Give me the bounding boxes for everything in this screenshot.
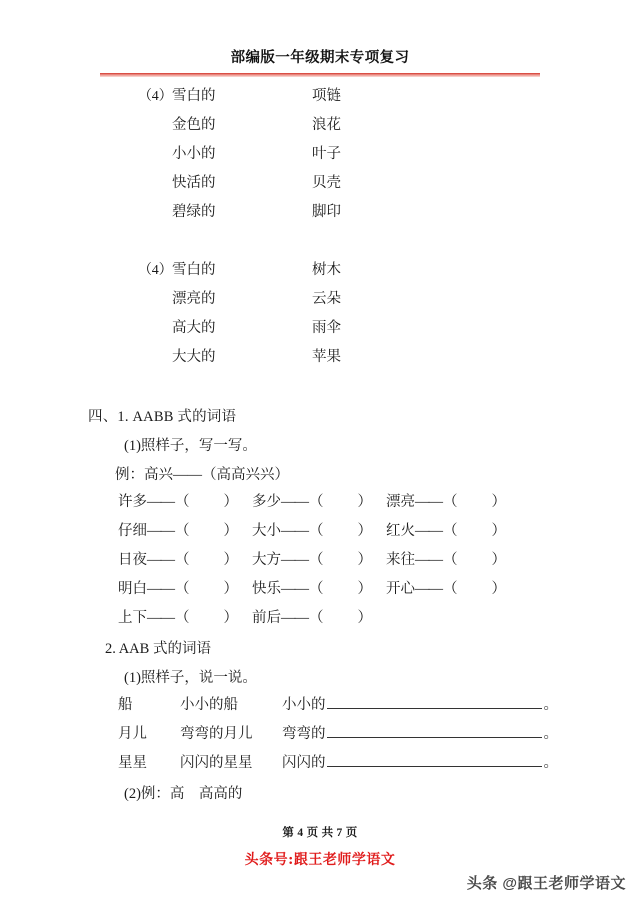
- matching-row: [0, 258, 640, 287]
- aab-base-word: 船: [118, 697, 133, 713]
- aabb-answer-blank[interactable]: ）: [491, 552, 506, 568]
- aabb-paren-open: （: [443, 552, 458, 568]
- match-left-word: 雪白的: [172, 88, 216, 104]
- aab-answer-area: [282, 722, 558, 743]
- aab-write-blank[interactable]: [327, 723, 542, 738]
- aabb-answer-blank[interactable]: ）: [357, 523, 372, 539]
- header-divider: [100, 73, 540, 77]
- aabb-answer-blank[interactable]: ）: [223, 610, 238, 626]
- aabb-dash: ——: [147, 552, 174, 568]
- matching-row: [0, 316, 640, 345]
- aab-end-punct: 。: [543, 726, 558, 742]
- aabb-paren-open: （: [443, 581, 458, 597]
- document-body: [0, 84, 640, 809]
- matching-row: [0, 345, 640, 374]
- aabb-dash: ——: [415, 494, 442, 510]
- aabb-answer-blank[interactable]: ）: [223, 494, 238, 510]
- aabb-example: 例：高兴——（高高兴兴）: [115, 467, 289, 483]
- block-spacer: [0, 229, 640, 258]
- aab-word-grid: [118, 693, 558, 780]
- aabb-answer-blank[interactable]: ）: [491, 523, 506, 539]
- aabb-dash: ——: [147, 494, 174, 510]
- aab-instruction: (1)照样子，说一说。: [124, 670, 257, 686]
- aabb-dash: ——: [281, 523, 308, 539]
- aabb-item: [386, 548, 520, 569]
- aab-prefix: 小小的: [282, 697, 326, 713]
- aabb-paren-open: （: [309, 581, 324, 597]
- aab-write-blank[interactable]: [327, 752, 542, 767]
- aabb-word: 漂亮: [386, 494, 415, 510]
- document-header: [100, 48, 540, 77]
- aab-base-word: 月儿: [118, 726, 147, 742]
- aab-prefix: 弯弯的: [282, 726, 326, 742]
- aabb-word: 日夜: [118, 552, 147, 568]
- aabb-word: 多少: [252, 494, 281, 510]
- page-title: 部编版一年级期末专项复习: [230, 50, 410, 66]
- aabb-word: 仔细: [118, 523, 147, 539]
- aab-base-word: 星星: [118, 755, 147, 771]
- aabb-row: [118, 606, 548, 635]
- aabb-item: [118, 548, 252, 569]
- matching-exercise-block: [0, 84, 640, 229]
- aabb-answer-blank[interactable]: ）: [357, 552, 372, 568]
- aabb-dash: ——: [147, 581, 174, 597]
- match-left-word: 雪白的: [172, 262, 216, 278]
- aabb-paren-open: （: [175, 610, 190, 626]
- aabb-row: [118, 519, 548, 548]
- aabb-item: [252, 577, 386, 598]
- aabb-answer-blank[interactable]: ）: [223, 552, 238, 568]
- aabb-item: [252, 606, 386, 627]
- section-heading-four: 四、1. AABB 式的词语: [88, 409, 237, 425]
- aabb-instruction: (1)照样子，写一写。: [124, 438, 257, 454]
- match-left-word: 快活的: [172, 175, 216, 191]
- aabb-row: [118, 490, 548, 519]
- aabb-item: [252, 490, 386, 511]
- match-right-word: 脚印: [312, 204, 341, 220]
- aabb-word: 开心: [386, 581, 415, 597]
- aabb-dash: ——: [415, 523, 442, 539]
- aabb-word: 上下: [118, 610, 147, 626]
- aabb-item: [252, 519, 386, 540]
- match-right-word: 叶子: [312, 146, 341, 162]
- aabb-dash: ——: [281, 494, 308, 510]
- aabb-dash: ——: [415, 581, 442, 597]
- aabb-dash: ——: [147, 523, 174, 539]
- aabb-word: 来往: [386, 552, 415, 568]
- match-left-word: 碧绿的: [172, 204, 216, 220]
- aabb-item: [386, 577, 520, 598]
- match-right-word: 苹果: [312, 349, 341, 365]
- aab-sample-phrase: 闪闪的星星: [180, 755, 253, 771]
- aabb-row: [118, 577, 548, 606]
- aabb-answer-blank[interactable]: ）: [357, 610, 372, 626]
- aabb-row: [118, 548, 548, 577]
- aabb-paren-open: （: [175, 494, 190, 510]
- match-right-word: 项链: [312, 88, 341, 104]
- aab-answer-area: [282, 751, 558, 772]
- aabb-dash: ——: [281, 581, 308, 597]
- aab-answer-area: [282, 693, 558, 714]
- aabb-answer-blank[interactable]: ）: [223, 581, 238, 597]
- watermark-toutiao: 头条 @跟王老师学语文: [466, 875, 626, 892]
- aabb-answer-blank[interactable]: ）: [357, 581, 372, 597]
- matching-exercise-block: [0, 258, 640, 374]
- aabb-word: 大方: [252, 552, 281, 568]
- aab-prefix: 闪闪的: [282, 755, 326, 771]
- aabb-word: 前后: [252, 610, 281, 626]
- aabb-paren-open: （: [443, 523, 458, 539]
- aabb-answer-blank[interactable]: ）: [491, 494, 506, 510]
- aabb-paren-open: （: [175, 523, 190, 539]
- exercise-number: （4）: [138, 89, 173, 104]
- match-left-word: 金色的: [172, 117, 216, 133]
- aab-row: [118, 751, 558, 780]
- aabb-dash: ——: [415, 552, 442, 568]
- matching-row: [0, 171, 640, 200]
- aabb-item: [386, 519, 520, 540]
- aabb-item: [118, 606, 252, 627]
- match-right-word: 贝壳: [312, 175, 341, 191]
- aabb-dash: ——: [281, 552, 308, 568]
- exercise-number: （4）: [138, 263, 173, 278]
- aabb-word: 大小: [252, 523, 281, 539]
- aabb-item: [118, 577, 252, 598]
- match-left-word: 高大的: [172, 320, 216, 336]
- match-right-word: 雨伞: [312, 320, 341, 336]
- aab-example: (2)例：高 高高的: [124, 786, 243, 802]
- aabb-paren-open: （: [309, 494, 324, 510]
- aab-row: [118, 722, 558, 751]
- aabb-dash: ——: [147, 610, 174, 626]
- aabb-paren-open: （: [175, 552, 190, 568]
- aab-heading: 2. AAB 式的词语: [105, 641, 211, 657]
- aabb-paren-open: （: [309, 552, 324, 568]
- aabb-word: 红火: [386, 523, 415, 539]
- aabb-answer-blank[interactable]: ）: [357, 494, 372, 510]
- match-left-word: 漂亮的: [172, 291, 216, 307]
- aabb-word-grid: [118, 490, 548, 635]
- aabb-word: 明白: [118, 581, 147, 597]
- aabb-item: [118, 519, 252, 540]
- matching-row: [0, 287, 640, 316]
- aab-sample-phrase: 小小的船: [180, 697, 238, 713]
- match-right-word: 云朵: [312, 291, 341, 307]
- matching-row: [0, 84, 640, 113]
- aabb-paren-open: （: [175, 581, 190, 597]
- aabb-word: 许多: [118, 494, 147, 510]
- aab-write-blank[interactable]: [327, 694, 542, 709]
- match-right-word: 浪花: [312, 117, 341, 133]
- aabb-dash: ——: [281, 610, 308, 626]
- matching-row: [0, 113, 640, 142]
- matching-row: [0, 142, 640, 171]
- aabb-item: [118, 490, 252, 511]
- aab-end-punct: 。: [543, 697, 558, 713]
- matching-row: [0, 200, 640, 229]
- aab-sample-phrase: 弯弯的月儿: [180, 726, 253, 742]
- aabb-item: [252, 548, 386, 569]
- brand-credit: 头条号:跟王老师学语文: [244, 852, 396, 868]
- aabb-paren-open: （: [309, 610, 324, 626]
- page-number: 第 4 页 共 7 页: [282, 827, 358, 839]
- aab-end-punct: 。: [543, 755, 558, 771]
- match-right-word: 树木: [312, 262, 341, 278]
- aabb-item: [386, 490, 520, 511]
- aabb-answer-blank[interactable]: ）: [491, 581, 506, 597]
- aabb-paren-open: （: [443, 494, 458, 510]
- aabb-answer-blank[interactable]: ）: [223, 523, 238, 539]
- block-spacer: [0, 374, 640, 403]
- aabb-paren-open: （: [309, 523, 324, 539]
- match-left-word: 大大的: [172, 349, 216, 365]
- match-left-word: 小小的: [172, 146, 216, 162]
- aabb-word: 快乐: [252, 581, 281, 597]
- aab-row: [118, 693, 558, 722]
